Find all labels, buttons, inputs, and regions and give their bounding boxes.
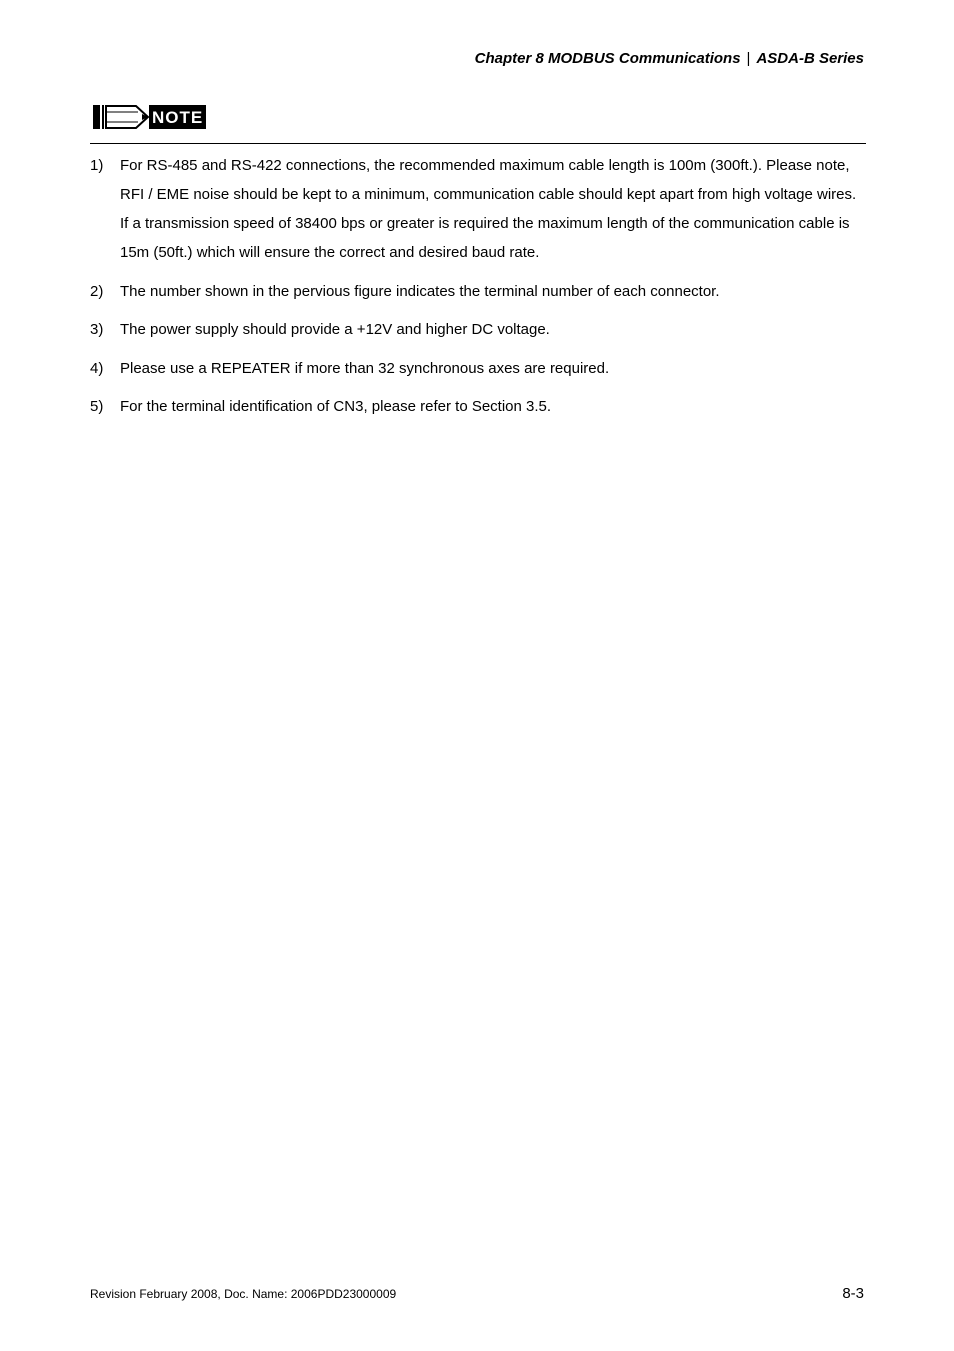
chapter-title: Chapter 8 MODBUS Communications — [474, 50, 741, 67]
item-text: For the terminal identification of CN3, please refer to Section 3.5. — [120, 398, 552, 415]
item-number: 5) — [90, 398, 104, 415]
list-item — [90, 151, 866, 267]
item-number: 2) — [90, 282, 104, 300]
footer-revision: Revision February 2008, Doc. Name: 2006PDD23000009 — [90, 1287, 397, 1301]
item-number: 3) — [90, 321, 104, 338]
note-list — [90, 151, 866, 431]
list-item — [90, 392, 866, 421]
page-header — [475, 50, 864, 67]
list-item — [90, 315, 866, 344]
item-number: 4) — [90, 359, 104, 377]
header-separator: | — [746, 50, 751, 67]
item-text: Please use a REPEATER if more than 32 synchronous axes are required. — [120, 359, 610, 377]
series-title: ASDA-B Series — [756, 50, 864, 67]
item-text: The power supply should provide a +12V and higher DC voltage. — [120, 321, 550, 338]
item-text: The number shown in the pervious figure indicates the terminal number of each connector. — [120, 282, 720, 300]
item-number: 1) — [90, 157, 104, 174]
list-item — [90, 354, 866, 383]
item-text: For RS-485 and RS-422 connections, the recommended maximum cable length is 100m (300ft.). Please note, RFI / EME noise should be kept to a minimum, communication cable should kept apart from high voltage wires. If a transmission speed of 38400 bps or greater is required the maximum length of the communication cable is 15m (50ft.) which will ensure the correct and desired baud rate. — [120, 157, 857, 261]
note-label: NOTE — [149, 105, 206, 129]
list-item — [90, 277, 866, 306]
note-pencil-icon — [92, 103, 150, 136]
note-heading — [90, 103, 866, 144]
page-number: 8-3 — [842, 1285, 864, 1302]
